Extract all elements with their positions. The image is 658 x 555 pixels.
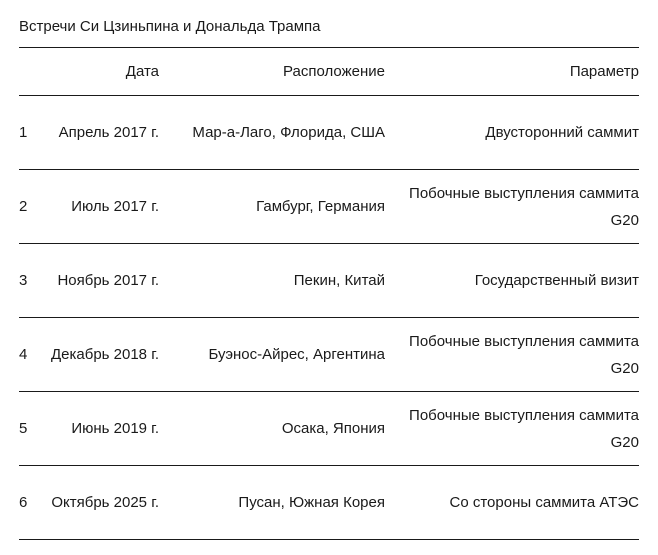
cell-location: Осака, Япония xyxy=(281,420,385,437)
table-row xyxy=(19,466,639,540)
cell-location: Пусан, Южная Корея xyxy=(238,494,385,511)
table-header xyxy=(19,48,639,96)
cell-parameter: Побочные выступления саммита G20 xyxy=(409,184,639,229)
cell-location: Пекин, Китай xyxy=(293,272,385,289)
cell-date: Декабрь 2018 г. xyxy=(51,346,159,363)
cell-num: 1 xyxy=(19,124,28,141)
cell-date: Июль 2017 г. xyxy=(71,198,159,215)
cell-parameter: Со стороны саммита АТЭС xyxy=(449,494,639,511)
cell-num: 5 xyxy=(19,420,28,437)
cell-num: 6 xyxy=(19,494,28,511)
header-parameter: Параметр xyxy=(569,63,639,80)
cell-num: 3 xyxy=(19,272,28,289)
header-location: Расположение xyxy=(283,63,385,80)
header-date: Дата xyxy=(125,63,159,80)
cell-num: 4 xyxy=(19,346,28,363)
cell-parameter: Двусторонний саммит xyxy=(485,124,639,141)
meetings-table xyxy=(19,47,639,540)
cell-location: Буэнос-Айрес, Аргентина xyxy=(208,346,385,363)
table-row xyxy=(19,244,639,318)
cell-parameter: Государственный визит xyxy=(474,272,639,289)
table-row xyxy=(19,170,639,244)
table-caption: Встречи Си Цзиньпина и Дональда Трампа xyxy=(19,18,321,35)
table-row xyxy=(19,392,639,466)
header-row xyxy=(19,48,639,96)
table-row xyxy=(19,318,639,392)
cell-parameter: Побочные выступления саммита G20 xyxy=(409,332,639,377)
cell-date: Октябрь 2025 г. xyxy=(51,494,159,511)
table-body xyxy=(19,96,639,540)
table-row xyxy=(19,96,639,170)
cell-date: Июнь 2019 г. xyxy=(71,420,159,437)
cell-date: Апрель 2017 г. xyxy=(58,124,159,141)
cell-date: Ноябрь 2017 г. xyxy=(57,272,159,289)
cell-location: Мар-а-Лаго, Флорида, США xyxy=(192,124,385,141)
header-num xyxy=(19,48,39,96)
cell-location: Гамбург, Германия xyxy=(256,198,385,215)
cell-parameter: Побочные выступления саммита G20 xyxy=(409,406,639,451)
cell-num: 2 xyxy=(19,198,28,215)
